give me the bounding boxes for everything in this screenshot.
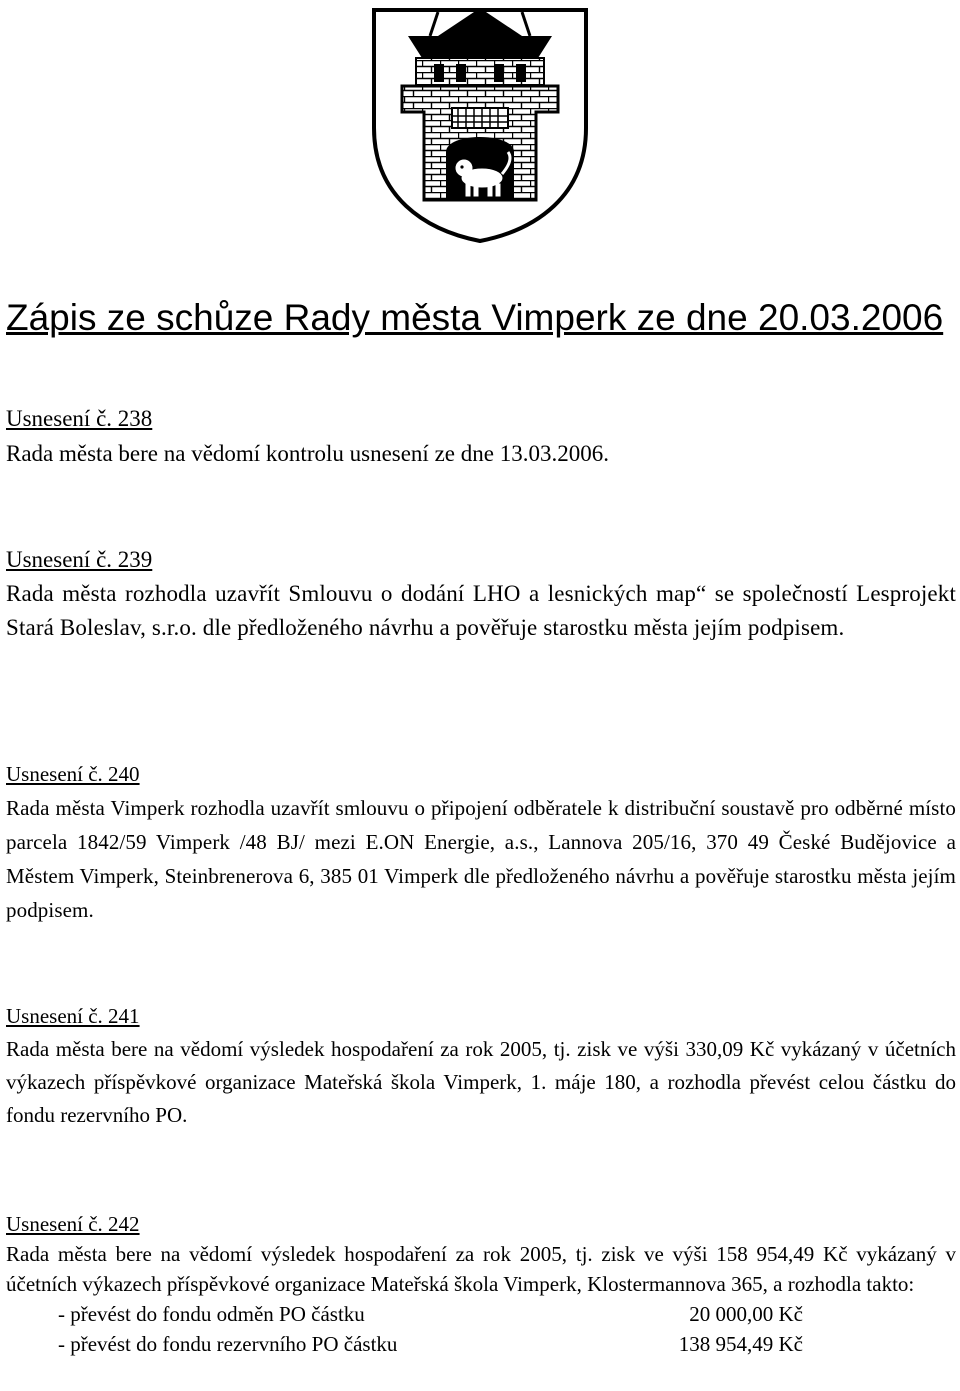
resolution-heading: Usnesení č. 240 — [6, 762, 140, 786]
page-title: Zápis ze schůze Rady města Vimperk ze dne 20.03.2006 — [6, 297, 944, 338]
city-coat-of-arms — [368, 0, 592, 244]
resolution-240 — [6, 757, 956, 927]
transfer-row — [6, 1329, 956, 1359]
resolution-heading: Usnesení č. 238 — [6, 406, 153, 431]
transfer-label: - převést do fondu rezervního PO částku — [58, 1332, 398, 1356]
resolution-text: Rada města Vimperk rozhodla uzavřít smlouvu o připojení odběratele k distribuční soustavě pro odběrné místo parcela 1842/59 Vimperk /48 BJ/ mezi E.ON Energie, a.s., Lannova 205/16, 370 49 České Budějovice a Městem Vimperk, Steinbrenerova 6, 385 01 Vimperk dle předloženého návrhu a pověřuje starostku města jejím podpisem. — [6, 796, 956, 922]
resolution-text: Rada města bere na vědomí kontrolu usnesení ze dne 13.03.2006. — [6, 441, 609, 466]
resolution-238 — [6, 401, 956, 471]
resolution-heading: Usnesení č. 241 — [6, 1004, 140, 1028]
transfer-amount: 20 000,00 Kč — [689, 1302, 803, 1326]
resolution-239 — [6, 543, 956, 645]
resolution-text: Rada města rozhodla uzavřít Smlouvu o dodání LHO a lesnických map“ se společností Lesprojekt Stará Boleslav, s.r.o. dle předloženého návrhu a pověřuje starostku města jejím podpisem. — [6, 581, 956, 640]
transfer-label: - převést do fondu odměn PO částku — [58, 1302, 365, 1326]
resolution-text: Rada města bere na vědomí výsledek hospodaření za rok 2005, tj. zisk ve výši 158 954,49 Kč vykázaný v účetních výkazech příspěvkové organizace Mateřská škola Vimperk, Klostermannova 365, a rozhodla takto: — [6, 1242, 956, 1296]
transfer-row — [6, 1299, 956, 1329]
resolution-242 — [6, 1209, 956, 1359]
transfer-amount: 138 954,49 Kč — [678, 1332, 803, 1356]
transfer-list — [6, 1299, 956, 1359]
resolution-heading: Usnesení č. 239 — [6, 547, 153, 572]
resolution-text: Rada města bere na vědomí výsledek hospodaření za rok 2005, tj. zisk ve výši 330,09 Kč vykázaný v účetních výkazech příspěvkové organizace Mateřská škola Vimperk, 1. máje 180, a rozhodla převést celou částku do fondu rezervního PO. — [6, 1037, 956, 1127]
resolution-241 — [6, 1000, 956, 1132]
resolution-heading: Usnesení č. 242 — [6, 1212, 140, 1236]
